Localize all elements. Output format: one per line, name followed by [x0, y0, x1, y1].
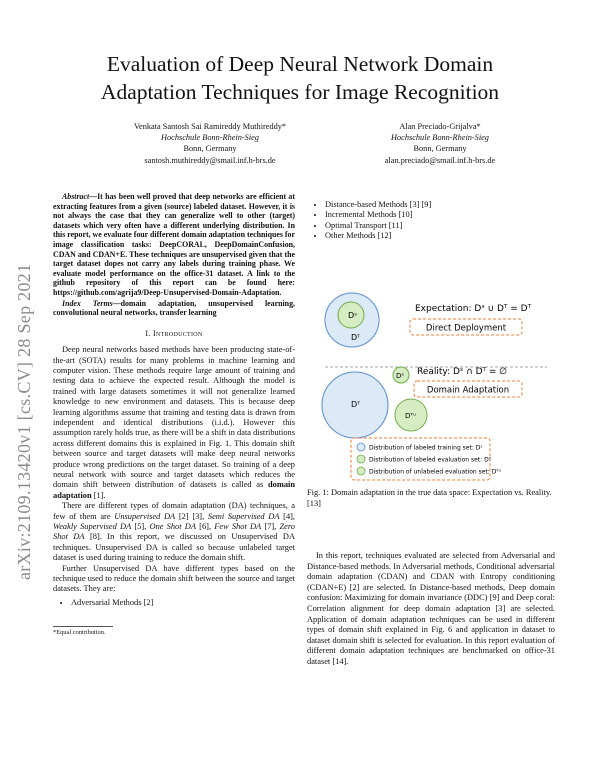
label-dt-reality: Dᵀ [351, 400, 361, 409]
title-line-1: Evaluation of Deep Neural Network Domain [106, 52, 494, 76]
label-ds-expectation: Dˢ [348, 311, 358, 320]
author-location: Bonn, Germany [413, 144, 467, 154]
abstract-label: Abstract [62, 192, 90, 201]
author-block-1 [85, 121, 335, 166]
footnote: *Equal contribution. [53, 629, 106, 637]
author-email: alan.preciado@smail.inf.h-brs.de [384, 155, 496, 165]
title-line-2: Adaptation Techniques for Image Recognition [100, 80, 500, 104]
label-dt-expectation: Dᵀ [351, 333, 361, 342]
legend-item-source: Distribution of labeled training set: Dˢ [369, 444, 483, 452]
list-item: • Optimal Transport [11] [325, 221, 554, 231]
abstract [53, 192, 295, 298]
direct-deployment-label: Direct Deployment [425, 323, 507, 334]
list-item: • Adversarial Methods [2] [71, 598, 295, 608]
author-name: Alan Preciado-Grijalva* [399, 122, 481, 131]
label-ds-reality: Dˢ [396, 372, 405, 380]
intro-paragraph-1: Deep neural networks based methods have been producing state-of-the-art (SOTA) results for many problems in machine learning and computer vision. These methods require large amount of training and testing data to achieve the expected result. Although the model is trained with large datasets sometimes it will not generalize learned knowledge to new environment and datasets. This is because deep learning algorithms assume that training and testing data is drawn from independent and identical distributions (i.i.d.). However this assumption rarely holds true, as there will be a shift in data distributions across different domains this is explained in Fig. 1. This domain shift between source and target datasets will make deep neural networks produce wrong predictions on the target dataset. So training of a deep neural network with source and target datasets which reduces the domain shift between distribution of datasets is called as domain adaptation [1]. [53, 345, 295, 500]
right-column-body [307, 551, 555, 668]
reality-label: Reality: Dˢ ∩ Dᵀ = ∅ [417, 367, 508, 377]
figure-caption: Fig. 1: Domain adaptation in the true data space: Expectation vs. Reality. [13] [307, 488, 552, 508]
term-domain-adaptation: domain adaptation [53, 480, 295, 500]
bullet-list-left [53, 598, 295, 608]
author-email: santosh.muthireddy@smail.inf.h-brs.de [144, 155, 276, 165]
author-location: Bonn, Germany [183, 144, 237, 154]
list-item: • Incremental Methods [10] [325, 210, 554, 220]
index-terms [53, 299, 295, 318]
intro-paragraph-3: Further Unsupervised DA have different types based on the technique used to reduce the domain shift between the source and target datasets. They are: [53, 563, 295, 594]
figure-domain-adaptation [307, 290, 557, 490]
paper-title [60, 50, 540, 106]
legend-item-labeled-eval: Distribution of labeled evaluation set: Dᵀ [369, 456, 492, 464]
author-affiliation: Hochschule Bonn-Rhein-Sieg [391, 133, 489, 143]
abstract-text: —It has been well proved that deep networks are efficient at extracting features from a given (source) labeled dataset. However, it is not always the case that they can generalize well to other (target) datasets which very often have a different underlying distribution. In this report, we evaluate four different domain adaptation techniques for image classification tasks: DeepCORAL, DeepDomainConfusion, CDAN and CDAN+E. These techniques are unsupervised given that the target dataset dopes not carry any labels during training phase. We evaluate model performance on the office-31 dataset. A link to the github repository of this report can be found here: https://github.com/agrija9/Deep-Unsupervised-Domain-Adaptation. [53, 192, 295, 297]
arxiv-identifier: arXiv:2109.13420v1 [cs.CV] 28 Sep 2021 [14, 263, 34, 580]
author-block-2 [350, 121, 530, 166]
author-affiliation: Hochschule Bonn-Rhein-Sieg [161, 133, 259, 143]
legend-swatch-unlabeled-eval [357, 467, 365, 475]
left-column [53, 192, 295, 637]
legend-swatch-labeled-eval [357, 455, 365, 463]
footnote-divider [53, 626, 113, 627]
intro-paragraph-2: There are different types of domain adaptation (DA) techniques, a few of them are Unsupervised DA [2] [3], Semi Supervised DA [4], Weakly Supervised DA [5], One Shot DA [6], Few Shot DA [7], Zero Shot DA [8]. In this report, we discussed on Unsupervised DA techniques. Unsupervised DA is called so because unlabeled target dataset is used during training to reduce the domain shift. [53, 501, 296, 563]
bullet-list-right [307, 200, 554, 242]
domain-adaptation-label: Domain Adaptation [426, 385, 510, 396]
label-dtu-reality: Dᵀᵘ [405, 412, 416, 420]
right-column-top [307, 200, 554, 242]
legend-item-unlabeled-eval: Distribution of unlabeled evaluation set: Dᵀᵘ [369, 468, 502, 476]
index-terms-text: —domain adaptation, unsupervised learning, convolutional neural networks, transfer learning [53, 298, 295, 318]
paragraph-techniques: In this report, techniques evaluated are selected from Adversarial and Distance-based methods. In Adversarial methods, Conditional adversarial domain adaptation (CDAN) and CDAN with Entropy conditioning (CDAN+E) [2] are selected. In Distance-based methods, Deep domain confusion: Maximizing for domain invariance (DDC) [9] and Deep coral: Correlation alignment for deep domain adaptation [3] are selected. Application of domain adaptation techniques can be used in different types of domain shift explained in Fig. 6 and application in dataset to dataset domain shift is selected for evaluation. In this report evaluation of different domain adaptation techniques are benchmarked on office-31 dataset [14]. [307, 551, 555, 666]
list-item: • Distance-based Methods [3] [9] [325, 200, 554, 210]
index-terms-label: Index Terms [62, 298, 113, 308]
author-name: Venkata Santosh Sai Ramireddy Muthireddy* [133, 122, 287, 131]
list-item: • Other Methods [12] [325, 231, 554, 241]
expectation-label: Expectation: Dˢ ∪ Dᵀ = Dᵀ [415, 304, 532, 314]
legend-swatch-source [357, 443, 365, 451]
section-heading-introduction: I. Introduction [145, 328, 203, 338]
